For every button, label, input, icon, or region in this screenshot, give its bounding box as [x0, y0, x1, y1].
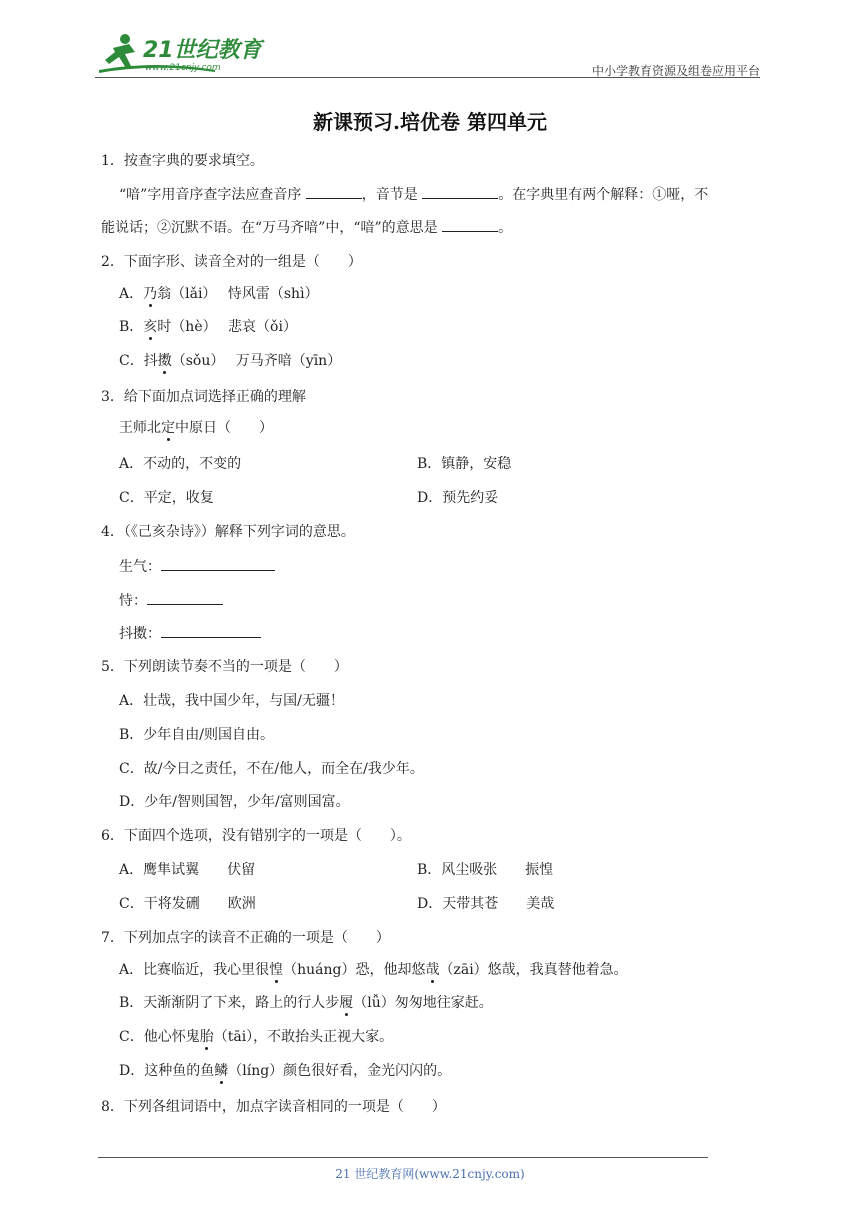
- question-8-stem: 8．下列各组词语中，加点字读音相同的一项是（ ）: [101, 1099, 446, 1115]
- q7-c-dotted-char: 胎: [199, 1029, 214, 1045]
- q1-blank-3[interactable]: [442, 217, 498, 232]
- q4-word-2: [119, 590, 223, 611]
- question-1-line-1: [119, 184, 708, 205]
- q2-option-a[interactable]: [119, 284, 319, 304]
- q7-d-dotted-char: 鳞: [214, 1063, 229, 1079]
- question-7-stem: 7．下列加点字的读音不正确的一项是（ ）: [101, 930, 390, 946]
- q5-option-b[interactable]: B．少年自由/则国自由。: [119, 727, 275, 743]
- q1-text-d: 能说话；②沉默不语。在“万马齐喑”中，“喑”的意思是: [101, 220, 438, 236]
- site-logo: [95, 30, 265, 76]
- logo-url: www.21cnjy.com: [145, 63, 221, 73]
- page-title: 新课预习.培优卷 第四单元: [313, 110, 547, 134]
- q2-a-text: 翁（lǎi） 恃风雷（shì）: [157, 286, 319, 302]
- q7-d-text: （líng）颜色很好看，金光闪闪的。: [228, 1063, 452, 1079]
- q7-a-middle: （huáng）恐，他却悠: [283, 962, 426, 978]
- q4-blank-1[interactable]: [161, 556, 275, 571]
- q3-option-b[interactable]: B．镇静，安稳: [417, 456, 512, 472]
- q3-sub-prefix: 王师北: [119, 420, 161, 436]
- q7-option-b[interactable]: [119, 993, 493, 1013]
- q6-option-c[interactable]: C．干将发硎 欧洲: [119, 896, 256, 912]
- q5-option-c[interactable]: C．故/今日之责任，不在/他人，而全在/我少年。: [119, 761, 424, 777]
- q1-blank-1[interactable]: [306, 184, 362, 199]
- question-6-stem: 6．下面四个选项，没有错别字的一项是（ ）。: [101, 828, 411, 844]
- question-2-stem: 2．下面字形、读音全对的一组是（ ）: [101, 254, 362, 270]
- q4-word-3: [119, 623, 261, 644]
- header-divider: [95, 77, 760, 78]
- q1-text-b: ，音节是: [361, 187, 418, 203]
- q3-sub-text: 中原日（ ）: [175, 420, 273, 436]
- q7-a-text: （zāi）悠哉，我真替他着急。: [439, 962, 628, 978]
- question-3-stem: 3．给下面加点词选择正确的理解: [101, 389, 306, 405]
- q3-option-c[interactable]: C．平定，收复: [119, 490, 214, 506]
- q2-b-dotted-char: 亥: [143, 319, 158, 335]
- q4-word-1: [119, 556, 275, 577]
- q2-c-text: （sǒu） 万马齐喑（yīn）: [171, 353, 342, 369]
- footer-divider: [98, 1157, 708, 1158]
- q2-option-b[interactable]: [119, 317, 297, 337]
- q3-option-a[interactable]: A．不动的，不变的: [119, 456, 242, 472]
- q1-text-a: “喑”字用音序查字法应查音序: [119, 187, 302, 203]
- q2-b-text: 时（hè） 悲哀（ǒi）: [157, 319, 297, 335]
- question-1-line-2: [101, 217, 512, 238]
- q7-a-prefix: A．比赛临近，我心里很: [119, 962, 270, 978]
- q7-c-prefix: C．他心怀鬼: [119, 1029, 200, 1045]
- question-1-stem: 1．按查字典的要求填空。: [101, 153, 264, 169]
- q7-b-prefix: B．天渐渐阴了下来，路上的行人步: [119, 995, 340, 1011]
- platform-name: 中小学教育资源及组卷应用平台: [591, 64, 760, 78]
- question-5-stem: 5．下列朗读节奏不当的一项是（ ）: [101, 659, 348, 675]
- q1-blank-2[interactable]: [422, 184, 498, 199]
- q6-option-a[interactable]: A．鹰隼试翼 伏留: [119, 862, 256, 878]
- q4-w3-label: 抖擞：: [119, 626, 161, 642]
- q7-d-prefix: D．这种鱼的鱼: [119, 1063, 215, 1079]
- q7-c-text: （tāi），不敢抬头正视大家。: [213, 1029, 394, 1045]
- q4-blank-2[interactable]: [147, 590, 223, 605]
- q2-c-dotted-char: 擞: [157, 353, 172, 369]
- q7-option-d[interactable]: [119, 1061, 451, 1081]
- q7-option-a[interactable]: [119, 960, 628, 980]
- q7-a-dotted-char-2: 哉: [425, 962, 440, 978]
- q1-text-c: 。在字典里有两个解释：①哑，不: [498, 187, 709, 203]
- q2-c-prefix: C．抖: [119, 353, 158, 369]
- q2-b-prefix: B．: [119, 319, 144, 335]
- page-footer[interactable]: 21 世纪教育网(www.21cnjy.com): [335, 1167, 525, 1181]
- q7-b-text: （lǚ）匆匆地往家赶。: [353, 995, 493, 1011]
- q2-a-dotted-char: 乃: [143, 286, 158, 302]
- q2-a-prefix: A．: [119, 286, 144, 302]
- q3-dotted-char: 定: [161, 420, 175, 436]
- q7-option-c[interactable]: [119, 1027, 393, 1047]
- page-header: [95, 30, 760, 78]
- q7-a-dotted-char-1: 惶: [269, 962, 284, 978]
- q5-option-a[interactable]: A．壮哉，我中国少年，与国/无疆！: [119, 693, 344, 709]
- q5-option-d[interactable]: D．少年/智则国智，少年/富则国富。: [119, 794, 350, 810]
- q2-option-c[interactable]: [119, 351, 341, 371]
- question-4-stem: 4．（《己亥杂诗》）解释下列字词的意思。: [101, 524, 355, 540]
- q6-option-d[interactable]: D．天带其苍 美哉: [417, 896, 555, 912]
- logo-text: 21世纪教育: [143, 38, 262, 63]
- q4-w2-label: 恃：: [119, 593, 147, 609]
- q7-b-dotted-char: 履: [339, 995, 354, 1011]
- q6-option-b[interactable]: B．风尘吸张 振惶: [417, 862, 554, 878]
- q4-w1-label: 生气：: [119, 559, 161, 575]
- q3-option-d[interactable]: D．预先约妥: [417, 490, 499, 506]
- q1-text-e: 。: [498, 220, 513, 236]
- q3-sub-question: [119, 418, 273, 438]
- q4-blank-3[interactable]: [161, 623, 261, 638]
